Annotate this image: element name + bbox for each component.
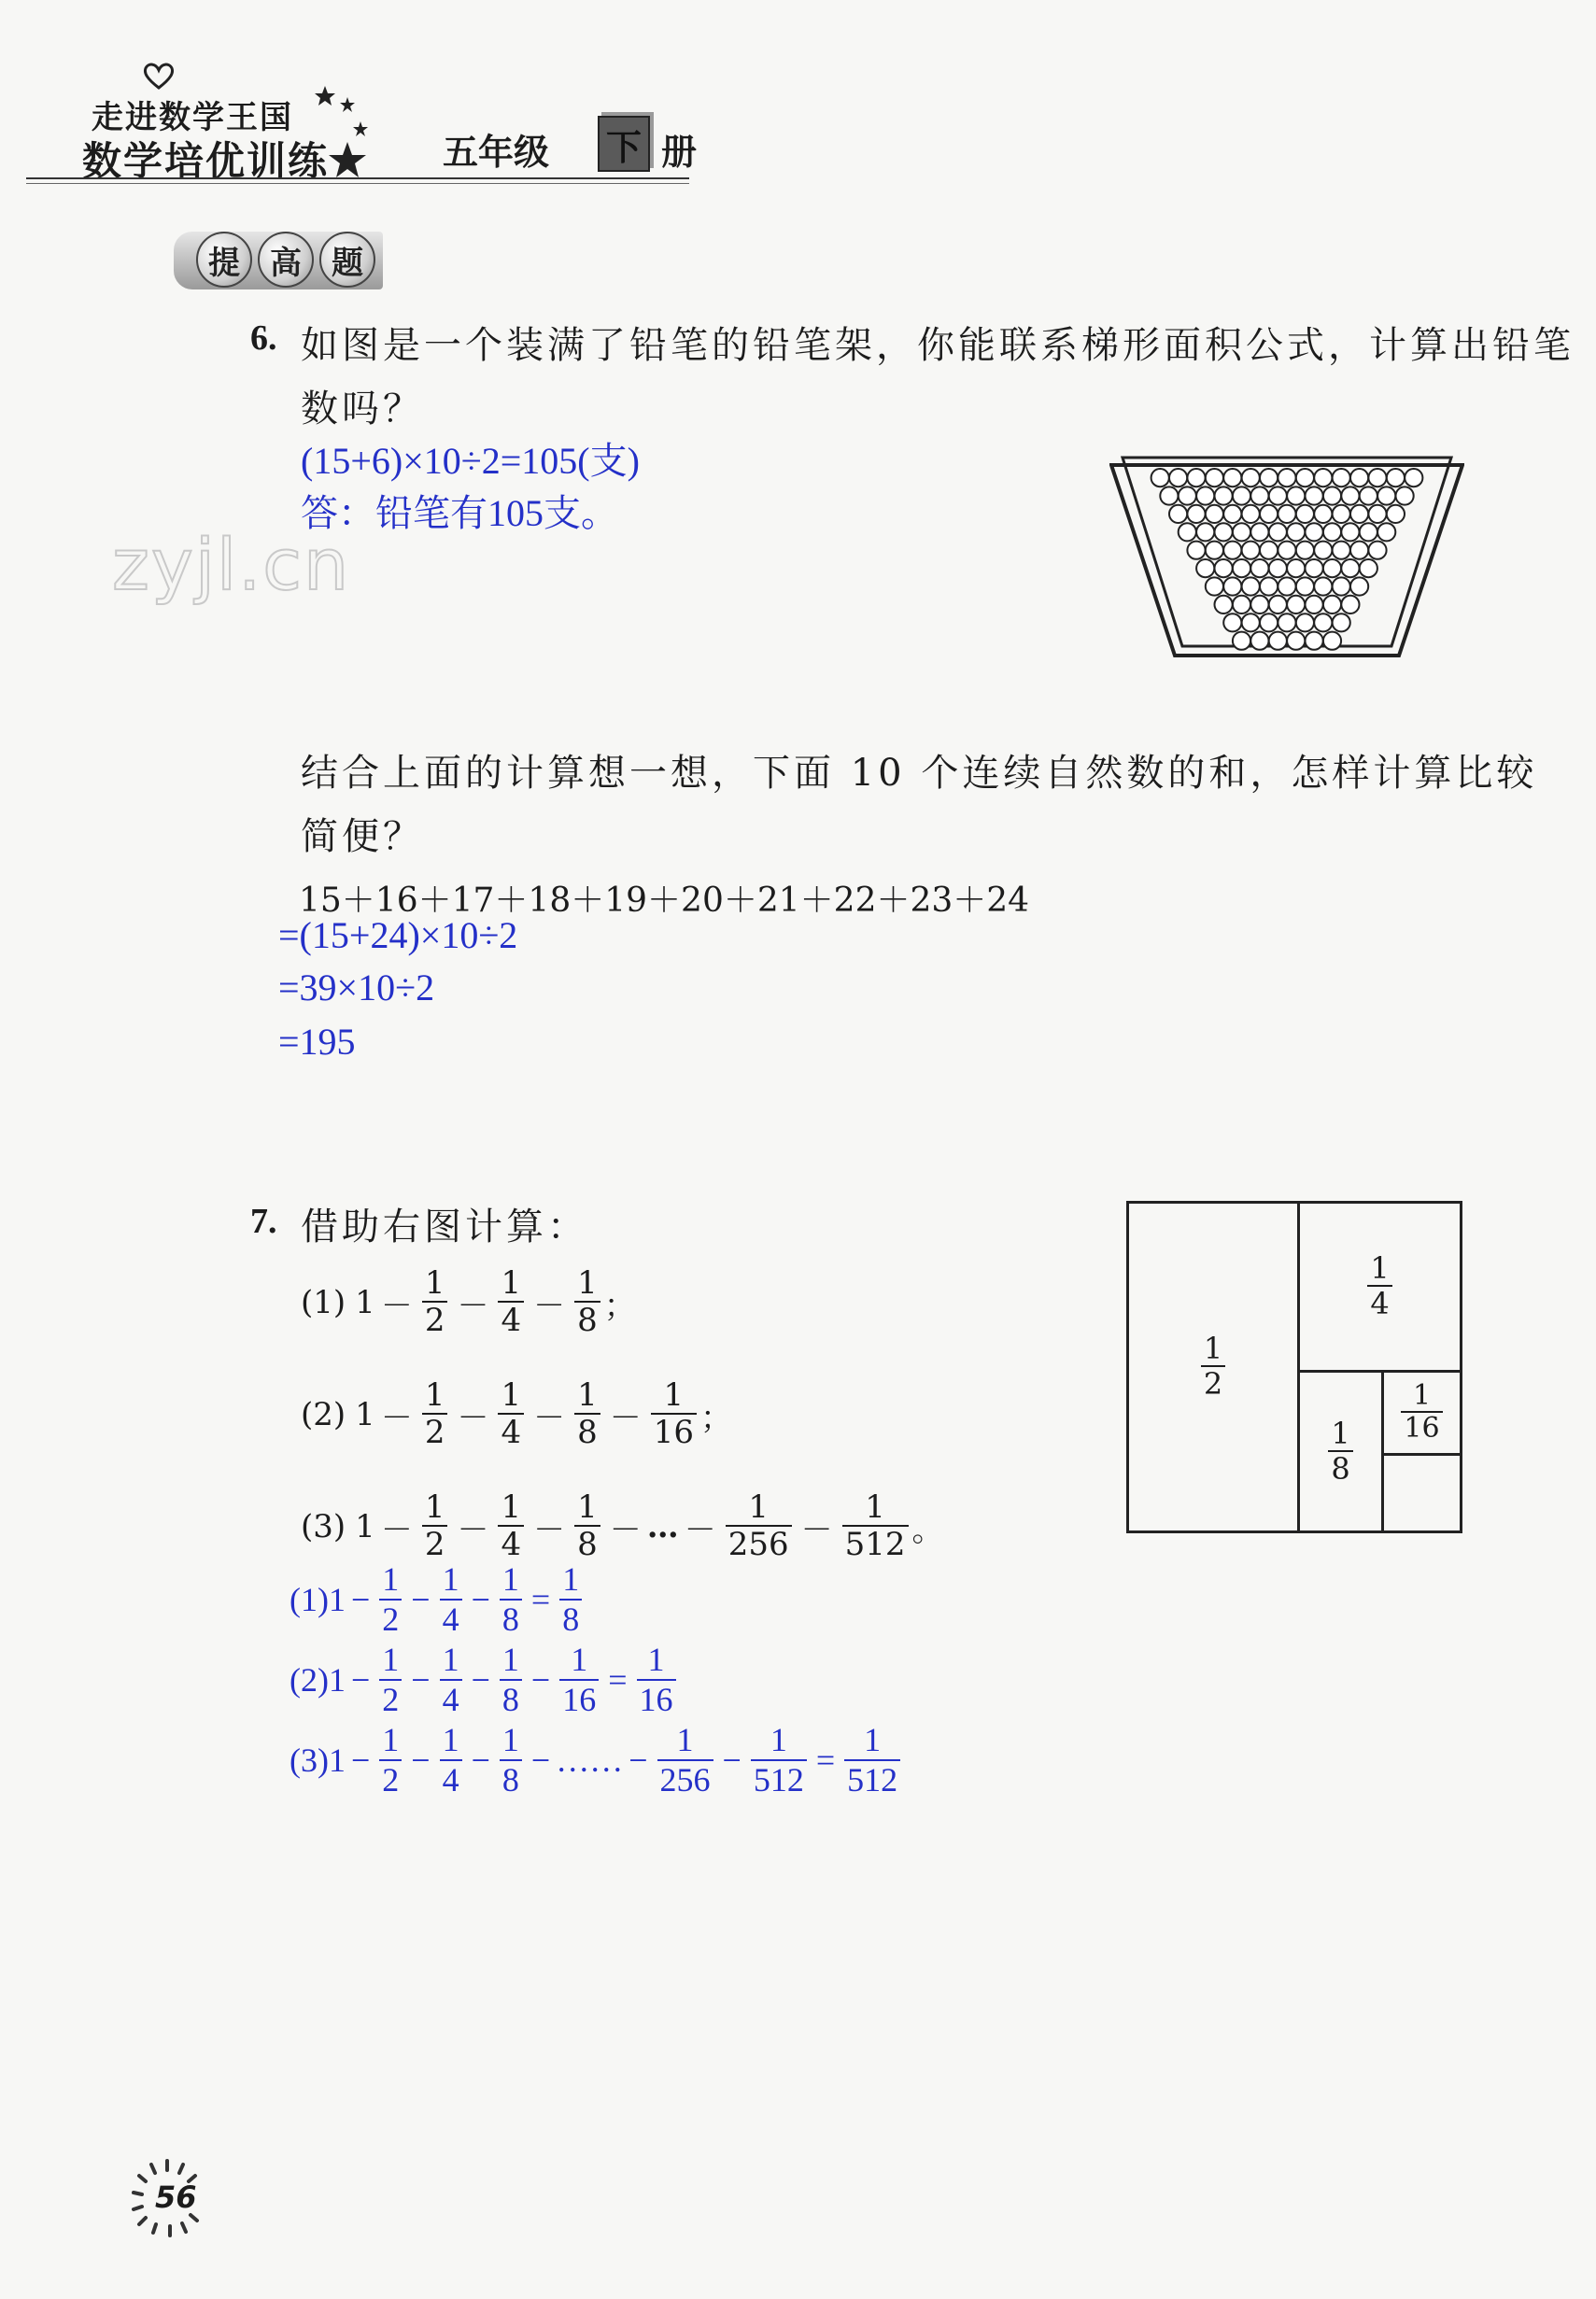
ans-minus: − [629, 1742, 648, 1780]
ans1-result [559, 1561, 582, 1639]
frac-num: 1 [424, 1264, 445, 1302]
frac-den: 4 [440, 1759, 462, 1799]
pencil-circle [1196, 487, 1214, 504]
pencil-circle [1350, 469, 1368, 487]
p1-frac-eighth [574, 1266, 600, 1339]
pencil-circle [1269, 559, 1287, 577]
p3-frac-eighth [574, 1490, 600, 1563]
pencil-circle [1260, 505, 1278, 523]
pencil-circle [1387, 469, 1405, 487]
q6-text-line2: 数吗？ [301, 388, 424, 430]
pencil-circle [1278, 505, 1295, 523]
p3-frac-half [422, 1490, 448, 1563]
frac-den: 8 [500, 1599, 522, 1639]
pencil-circle [1278, 577, 1295, 595]
p1-frac-half [422, 1266, 448, 1339]
q6-step-1: =(15+24)×10÷2 [278, 914, 518, 956]
frac-num: 1 [442, 1560, 459, 1598]
ans-minus: − [471, 1661, 490, 1700]
frac-num: 1 [1203, 1331, 1223, 1366]
pencil-circle [1215, 523, 1233, 541]
quarter-region [1300, 1204, 1460, 1373]
pencil-circle [1323, 596, 1341, 614]
pencil-circle [1169, 469, 1187, 487]
ans1-frac-quarter [440, 1561, 462, 1639]
pencil-circle [1187, 505, 1205, 523]
frac-den: 512 [844, 1759, 900, 1799]
frac-num: 1 [1331, 1415, 1350, 1451]
pencil-circle [1233, 487, 1250, 504]
frac-den: 8 [1328, 1450, 1352, 1487]
pencil-circle [1341, 487, 1359, 504]
pencil-circle [1187, 542, 1205, 559]
grade-label: 五年级 [443, 132, 550, 173]
fraction-square-diagram [1126, 1201, 1462, 1533]
frac-den: 2 [422, 1413, 448, 1451]
q7-answer-2 [290, 1642, 680, 1719]
pencil-circle [1250, 559, 1268, 577]
frac-num: 1 [647, 1641, 665, 1678]
q7-text: 借助右图计算： [301, 1206, 588, 1248]
pencil-circle [1196, 523, 1214, 541]
pencil-circle [1296, 614, 1314, 631]
frac-num: 1 [501, 1641, 519, 1678]
frac-den: 8 [574, 1525, 600, 1563]
pencil-circle [1306, 559, 1323, 577]
ans-minus: − [411, 1742, 431, 1780]
pencil-circle [1260, 614, 1278, 631]
pencil-circle [1296, 542, 1314, 559]
pencil-circle [1223, 577, 1241, 595]
ans1-frac-half [379, 1561, 402, 1639]
p2-semicolon: ； [700, 1399, 732, 1437]
frac-num: 1 [424, 1376, 445, 1414]
pencil-dots [1151, 469, 1423, 650]
pencil-rack-diagram [1109, 448, 1464, 663]
ans1-frac-eighth [500, 1561, 522, 1639]
q7-problem-1 [301, 1266, 636, 1339]
pencil-circle [1287, 632, 1305, 650]
q7-answer-3 [290, 1722, 904, 1799]
ans1-label: (1)1 [290, 1581, 346, 1619]
series-top-title: 走进数学王国 [92, 99, 293, 136]
series-main-title: 数学培优训练 [82, 138, 330, 184]
pencil-circle [1278, 614, 1295, 631]
p3-label: (3) [301, 1508, 346, 1546]
ans-minus: − [350, 1581, 371, 1619]
pencil-circle [1323, 523, 1341, 541]
q7-problem-3 [301, 1490, 944, 1563]
pencil-circle [1323, 632, 1341, 650]
frac-num: 1 [1412, 1379, 1432, 1413]
frac-den: 256 [657, 1759, 713, 1799]
ans2-result [637, 1642, 676, 1719]
frac-num: 1 [442, 1641, 459, 1678]
ans-equals: = [530, 1581, 551, 1619]
ans3-frac-512 [751, 1722, 807, 1799]
ans-equals: = [815, 1742, 836, 1780]
p3-minus: － [457, 1511, 489, 1549]
pencil-circle [1314, 614, 1332, 631]
p2-one: 1 [355, 1396, 375, 1434]
p2-minus: － [457, 1399, 489, 1437]
pencil-circle [1233, 523, 1250, 541]
frac-num: 1 [663, 1376, 685, 1414]
section-char-3: 题 [319, 232, 375, 288]
pencil-circle [1350, 542, 1368, 559]
ans2-frac-quarter [440, 1642, 462, 1719]
ans-minus: − [471, 1581, 490, 1619]
p2-label: (2) [301, 1396, 346, 1434]
p3-minus: － [684, 1511, 716, 1549]
ans3-frac-quarter [440, 1722, 462, 1799]
p1-label: (1) [301, 1284, 346, 1322]
ans2-label: (2)1 [290, 1661, 346, 1700]
ans3-frac-half [379, 1722, 402, 1799]
frac-den: 16 [1401, 1411, 1442, 1446]
q6-followup-line1: 结合上面的计算想一想，下面 10 个连续自然数的和，怎样计算比较 [301, 752, 1538, 795]
pencil-circle [1215, 559, 1233, 577]
pencil-circle [1242, 469, 1260, 487]
pencil-circle [1333, 505, 1350, 523]
pencil-circle [1350, 505, 1368, 523]
pencil-circle [1314, 469, 1332, 487]
frac-den: 8 [500, 1759, 522, 1799]
pencil-circle [1206, 577, 1223, 595]
pencil-circle [1242, 542, 1260, 559]
pencil-circle [1360, 523, 1377, 541]
pencil-circle [1233, 559, 1250, 577]
pencil-circle [1278, 469, 1295, 487]
frac-den: 512 [842, 1525, 909, 1563]
pencil-circle [1215, 596, 1233, 614]
frac-den: 2 [379, 1599, 402, 1639]
p3-frac-quarter [498, 1490, 524, 1563]
volume-label: 册 [661, 132, 698, 173]
pencil-circle [1250, 523, 1268, 541]
pencil-circle [1368, 469, 1386, 487]
frac-num: 1 [501, 1264, 522, 1302]
frac-num: 1 [577, 1264, 598, 1302]
pencil-circle [1368, 542, 1386, 559]
pencil-circle [1287, 596, 1305, 614]
frac-num: 1 [577, 1376, 598, 1414]
pencil-circle [1333, 614, 1350, 631]
pencil-circle [1287, 559, 1305, 577]
pencil-circle [1341, 559, 1359, 577]
frac-num: 1 [865, 1488, 885, 1526]
ans3-frac-eighth [500, 1722, 522, 1799]
header-rule-thin [26, 183, 689, 184]
frac-num: 1 [748, 1488, 769, 1526]
pencil-circle [1206, 469, 1223, 487]
pencil-circle [1206, 542, 1223, 559]
ans3-frac-256 [657, 1722, 713, 1799]
p2-minus: － [533, 1399, 566, 1437]
sixteenth-region [1384, 1373, 1460, 1456]
pencil-circle [1296, 505, 1314, 523]
pencil-circle [1269, 632, 1287, 650]
ans-equals: = [608, 1661, 628, 1700]
pencil-circle [1360, 487, 1377, 504]
pencil-circle [1169, 505, 1187, 523]
q6-followup-line2: 简便？ [301, 815, 424, 858]
pencil-circle [1260, 542, 1278, 559]
pencil-circle [1223, 505, 1241, 523]
section-badges [196, 232, 381, 288]
pencil-circle [1250, 596, 1268, 614]
frac-num: 1 [571, 1641, 588, 1678]
pencil-circle [1377, 487, 1395, 504]
frac-num: 1 [501, 1376, 522, 1414]
p1-one: 1 [355, 1284, 375, 1322]
ans-minus: − [530, 1661, 551, 1700]
p3-one: 1 [355, 1508, 375, 1546]
pencil-circle [1306, 523, 1323, 541]
pencil-circle [1223, 469, 1241, 487]
q6-sum-expression: 15＋16＋17＋18＋19＋20＋21＋22＋23＋24 [299, 882, 1030, 920]
watermark: zyjl.cn [112, 523, 351, 606]
q6-step-2: =39×10÷2 [278, 966, 435, 1008]
frac-den: 4 [498, 1301, 524, 1339]
frac-den: 4 [1367, 1285, 1391, 1321]
stars-icon [306, 84, 381, 187]
pencil-circle [1269, 523, 1287, 541]
frac-den: 2 [1201, 1365, 1225, 1402]
pencil-circle [1387, 505, 1405, 523]
half-label [1201, 1333, 1225, 1402]
pencil-circle [1278, 542, 1295, 559]
pencil-circle [1314, 542, 1332, 559]
frac-den: 4 [498, 1525, 524, 1563]
frac-den: 2 [379, 1759, 402, 1799]
p1-semicolon: ； [603, 1287, 636, 1325]
frac-den: 16 [637, 1679, 676, 1719]
p2-minus: － [380, 1399, 413, 1437]
p3-minus: － [800, 1511, 833, 1549]
pencil-circle [1269, 487, 1287, 504]
pencil-circle [1250, 632, 1268, 650]
pencil-circle [1179, 523, 1196, 541]
frac-num: 1 [382, 1641, 400, 1678]
pencil-circle [1187, 469, 1205, 487]
pencil-circle [1250, 487, 1268, 504]
ans-minus: − [722, 1742, 742, 1780]
pencil-circle [1296, 577, 1314, 595]
pencil-circle [1306, 487, 1323, 504]
pencil-circle [1242, 505, 1260, 523]
half-region [1129, 1204, 1300, 1530]
term-label: 下 [605, 126, 642, 168]
ans-minus: − [471, 1742, 490, 1780]
pencil-circle [1160, 487, 1178, 504]
pencil-circle [1233, 596, 1250, 614]
frac-num: 1 [501, 1560, 519, 1598]
frac-num: 1 [382, 1721, 400, 1758]
q7-number: 7. [250, 1202, 277, 1241]
frac-num: 1 [562, 1560, 580, 1598]
heart-icon [143, 62, 175, 90]
p2-frac-quarter [498, 1378, 524, 1451]
pencil-circle [1405, 469, 1422, 487]
eighth-label [1328, 1417, 1352, 1487]
frac-num: 1 [382, 1560, 400, 1598]
header-rule [26, 177, 689, 179]
p1-frac-quarter [498, 1266, 524, 1339]
frac-num: 1 [770, 1721, 787, 1758]
frac-den: 8 [559, 1599, 582, 1639]
p2-frac-eighth [574, 1378, 600, 1451]
ans-minus: − [350, 1661, 371, 1700]
sixteenth-label [1401, 1380, 1442, 1446]
frac-num: 1 [501, 1488, 522, 1526]
pencil-circle [1333, 542, 1350, 559]
q7-answer-1 [290, 1561, 586, 1639]
q6-number: 6. [250, 318, 277, 358]
pencil-circle [1306, 596, 1323, 614]
pencil-circle [1396, 487, 1414, 504]
pencil-circle [1350, 577, 1368, 595]
pencil-circle [1223, 542, 1241, 559]
q6-step-3: =195 [278, 1021, 356, 1063]
ans3-label: (3)1 [290, 1742, 346, 1780]
frac-num: 1 [1370, 1250, 1390, 1286]
ans-minus: − [530, 1742, 551, 1780]
p3-ellipsis: … [646, 1508, 679, 1546]
p1-minus: － [380, 1287, 413, 1325]
eighth-region [1300, 1373, 1384, 1530]
pencil-circle [1368, 505, 1386, 523]
ans-minus: − [411, 1581, 431, 1619]
p3-frac-512 [842, 1490, 909, 1563]
frac-den: 4 [498, 1413, 524, 1451]
pencil-circle [1306, 632, 1323, 650]
q7-problem-2 [301, 1378, 732, 1451]
pencil-circle [1179, 487, 1196, 504]
frac-den: 16 [651, 1413, 697, 1451]
frac-den: 2 [422, 1525, 448, 1563]
quarter-label [1367, 1252, 1391, 1321]
pencil-circle [1260, 469, 1278, 487]
frac-den: 256 [726, 1525, 792, 1563]
p2-frac-half [422, 1378, 448, 1451]
ans3-result [844, 1722, 900, 1799]
pencil-circle [1151, 469, 1169, 487]
section-char-2: 高 [258, 232, 314, 288]
frac-num: 1 [501, 1721, 519, 1758]
frac-num: 1 [676, 1721, 694, 1758]
pencil-circle [1377, 523, 1395, 541]
pencil-circle [1333, 577, 1350, 595]
frac-den: 8 [574, 1413, 600, 1451]
frac-den: 8 [574, 1301, 600, 1339]
ans3-dots: …… [556, 1742, 624, 1780]
p1-minus: － [533, 1287, 566, 1325]
pencil-circle [1233, 632, 1250, 650]
pencil-circle [1269, 596, 1287, 614]
frac-den: 8 [500, 1679, 522, 1719]
frac-num: 1 [424, 1488, 445, 1526]
pencil-circle [1196, 559, 1214, 577]
p3-period: 。 [911, 1511, 944, 1549]
pencil-circle [1323, 559, 1341, 577]
pencil-circle [1206, 505, 1223, 523]
ans2-frac-half [379, 1642, 402, 1719]
ans2-frac-eighth [500, 1642, 522, 1719]
term-box [598, 116, 650, 172]
frac-den: 16 [559, 1679, 599, 1719]
pencil-circle [1242, 614, 1260, 631]
frac-num: 1 [577, 1488, 598, 1526]
pencil-circle [1287, 523, 1305, 541]
pencil-circle [1242, 577, 1260, 595]
pencil-circle [1323, 487, 1341, 504]
p1-minus: － [457, 1287, 489, 1325]
pencil-circle [1314, 505, 1332, 523]
p3-frac-256 [726, 1490, 792, 1563]
pencil-circle [1215, 487, 1233, 504]
ans2-frac-sixteenth [559, 1642, 599, 1719]
q6-text-line1: 如图是一个装满了铅笔的铅笔架，你能联系梯形面积公式，计算出铅笔 [301, 324, 1575, 367]
pencil-circle [1314, 577, 1332, 595]
p3-minus: － [609, 1511, 642, 1549]
pencil-circle [1333, 469, 1350, 487]
ans-minus: − [411, 1661, 431, 1700]
frac-num: 1 [442, 1721, 459, 1758]
pencil-circle [1341, 596, 1359, 614]
p3-minus: － [380, 1511, 413, 1549]
page-number: 56 [155, 2179, 197, 2215]
pencil-circle [1287, 487, 1305, 504]
header [26, 56, 699, 187]
pencil-circle [1360, 559, 1377, 577]
frac-den: 4 [440, 1599, 462, 1639]
frac-den: 2 [379, 1679, 402, 1719]
p2-frac-sixteenth [651, 1378, 697, 1451]
ans-minus: − [350, 1742, 371, 1780]
pencil-circle [1260, 577, 1278, 595]
pencil-circle [1223, 614, 1241, 631]
pencil-circle [1296, 469, 1314, 487]
frac-den: 512 [751, 1759, 807, 1799]
frac-den: 2 [422, 1301, 448, 1339]
section-char-1: 提 [196, 232, 252, 288]
q6-answer-calc: (15+6)×10÷2=105(支) [301, 440, 640, 482]
p2-minus: － [609, 1399, 642, 1437]
pencil-circle [1341, 523, 1359, 541]
p3-minus: － [533, 1511, 566, 1549]
q6-answer-text: 答：铅笔有105支。 [301, 492, 618, 534]
frac-den: 4 [440, 1679, 462, 1719]
frac-num: 1 [864, 1721, 882, 1758]
